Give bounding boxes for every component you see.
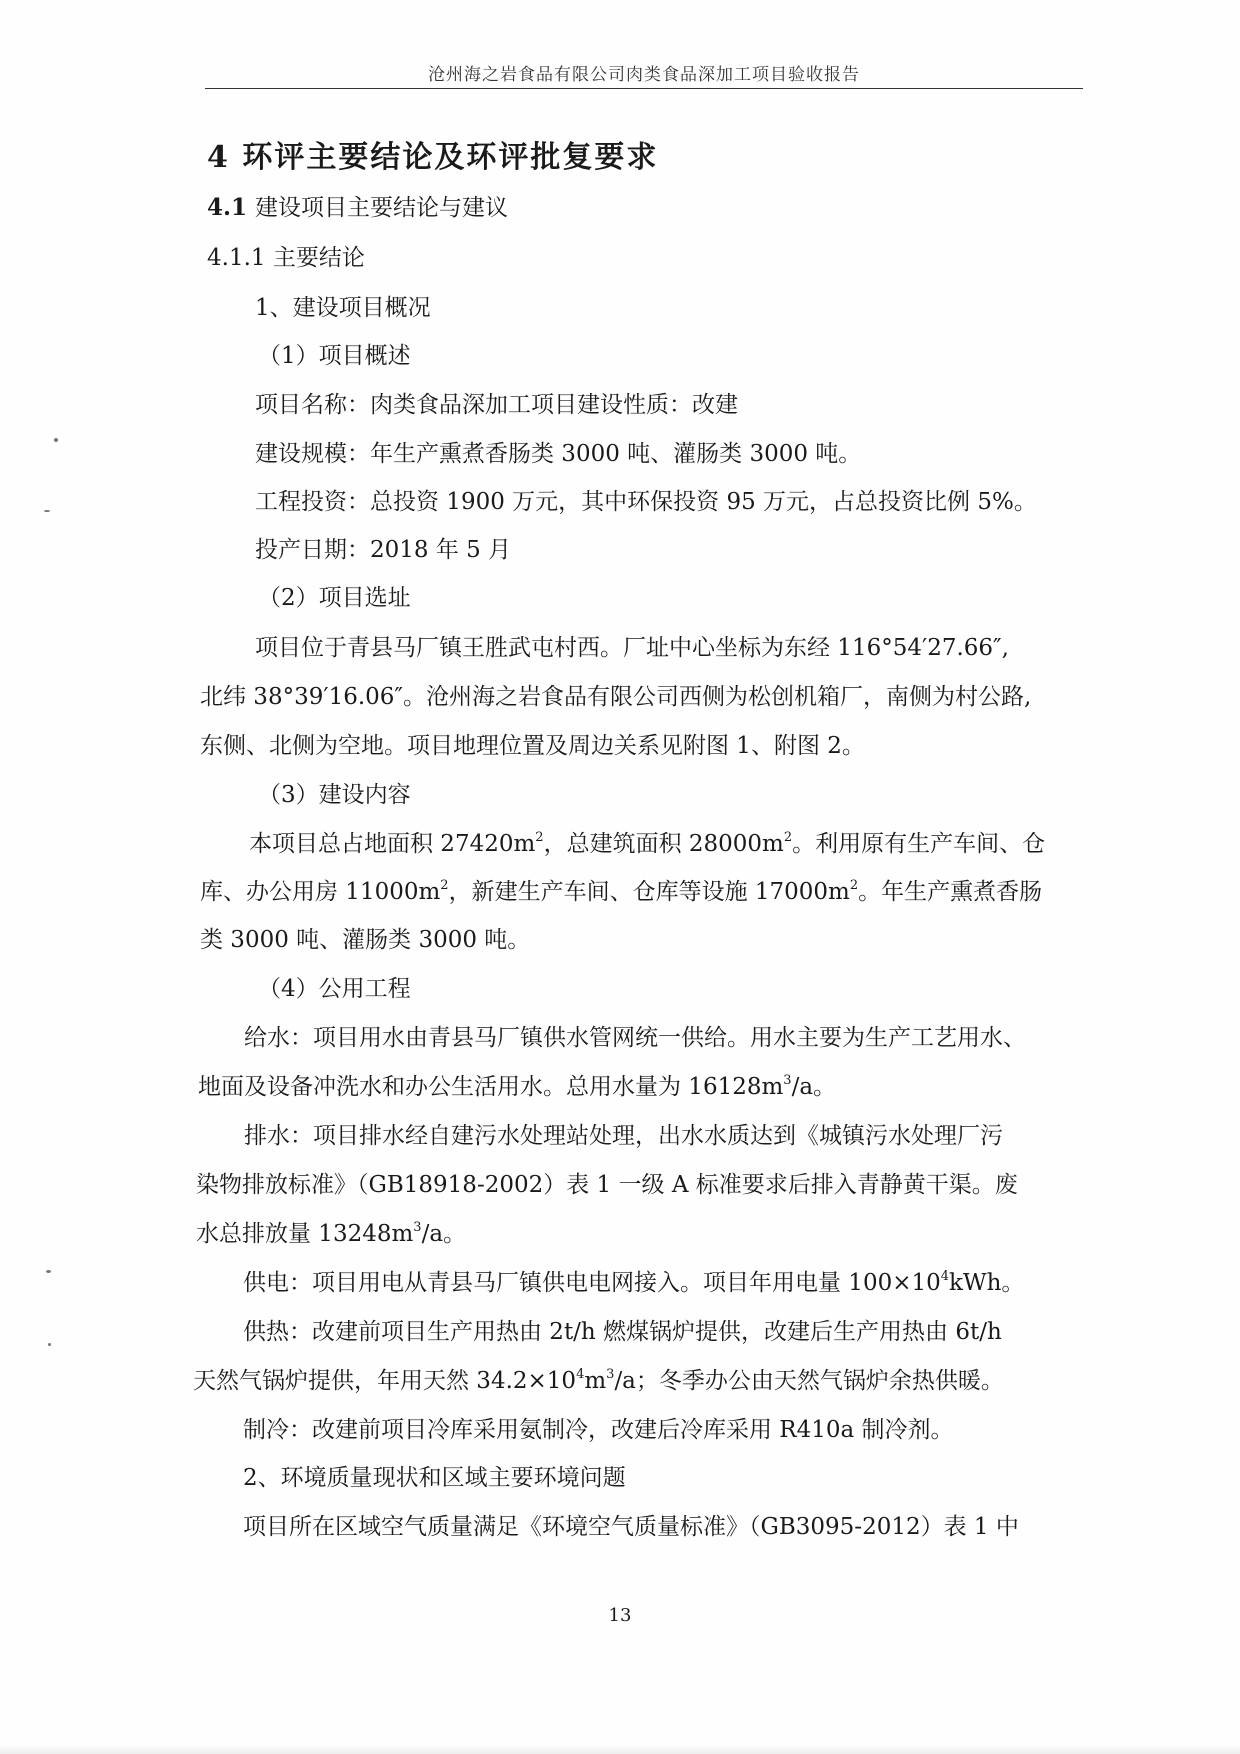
sub-item-title-3: （3）建设内容 [258,782,411,808]
paragraph-line: 项目所在区域空气质量满足《环境空气质量标准》（GB3095-2012）表 1 中 [243,1514,1019,1540]
running-header: 沧州海之岩食品有限公司肉类食品深加工项目验收报告 [428,65,860,85]
paragraph-line: 制冷：改建前项目冷库采用氨制冷，改建后冷库采用 R410a 制冷剂。 [243,1417,954,1443]
paragraph-line: 染物排放标准》（GB18918-2002）表 1 一级 A 标准要求后排入青静黄干渠。废 [196,1172,1018,1198]
section-number: 4.1 [207,194,248,221]
scan-speck [54,438,58,442]
paragraph-line: 项目名称：肉类食品深加工项目建设性质：改建 [255,392,738,418]
paragraph-line: 供电：项目用电从青县马厂镇供电电网接入。项目年用电量 $100\times 10^4kWh$。 [243,1269,1025,1296]
paragraph-line: 供热：改建前项目生产用热由 2t/h 燃煤锅炉提供，改建后生产用热由 6t/h [243,1319,1002,1345]
paragraph-line: 工程投资：总投资 1900 万元，其中环保投资 95 万元，占总投资比例 5%。 [255,489,1037,515]
sub-item-title-2: （2）项目选址 [258,585,411,611]
section-heading [207,193,508,223]
paragraph-line: 建设规模：年生产熏煮香肠类 3000 吨、灌肠类 3000 吨。 [255,441,862,467]
scan-speck [46,1270,51,1273]
paragraph-line: 给水：项目用水由青县马厂镇供水管网统一供给。用水主要为生产工艺用水、 [244,1025,1026,1051]
paragraph-line: 排水：项目排水经自建污水处理站处理，出水水质达到《城镇污水处理厂污 [244,1123,1003,1149]
paragraph-line: 投产日期：2018 年 5 月 [255,537,512,563]
paragraph-line: 项目位于青县马厂镇王胜武屯村西。厂址中心坐标为东经 116°54′27.66″, [255,635,1009,661]
sub-item-title-4: （4）公用工程 [258,976,411,1002]
page-number: 13 [608,1605,632,1626]
section-title: 建设项目主要结论与建议 [255,195,509,221]
scan-speck [44,510,50,512]
chapter-heading: 4 环评主要结论及环评批复要求 [207,140,659,175]
scan-speck [48,1343,51,1346]
paragraph-line: 北纬 38°39′16.06″。沧州海之岩食品有限公司西侧为松创机箱厂，南侧为村公路, [200,684,1032,710]
paragraph-line: 类 3000 吨、灌肠类 3000 吨。 [200,927,531,953]
paragraph-line: 水总排放量 $13248m^3/a$。 [196,1220,467,1247]
header-rule [205,88,1083,89]
item-heading-overview: 1、建设项目概况 [255,295,431,321]
paragraph-line: 地面及设备冲洗水和办公生活用水。总用水量为 $16128m^3/a$。 [198,1073,837,1100]
scan-edge [0,1744,1240,1754]
subsection-heading: 4.1.1 主要结论 [207,245,365,271]
paragraph-line: 库、办公用房 $11000m^2$，新建生产车间、仓库等设施 $17000m^2$。年生产熏煮香肠 [200,878,1043,905]
paragraph-line: 天然气锅炉提供，年用天然 $34.2\times 10^4m^3/a$；冬季办公由天然气锅炉余热供暖。 [193,1367,1004,1394]
paragraph-line: 本项目总占地面积 $27420m^2$，总建筑面积 $28000m^2$。利用原有生产车间、仓 [249,830,1046,857]
paragraph-line: 东侧、北侧为空地。项目地理位置及周边关系见附图 1、附图 2。 [200,733,865,759]
sub-item-title-1: （1）项目概述 [258,343,411,369]
item-heading-environment: 2、环境质量现状和区域主要环境问题 [243,1465,626,1491]
